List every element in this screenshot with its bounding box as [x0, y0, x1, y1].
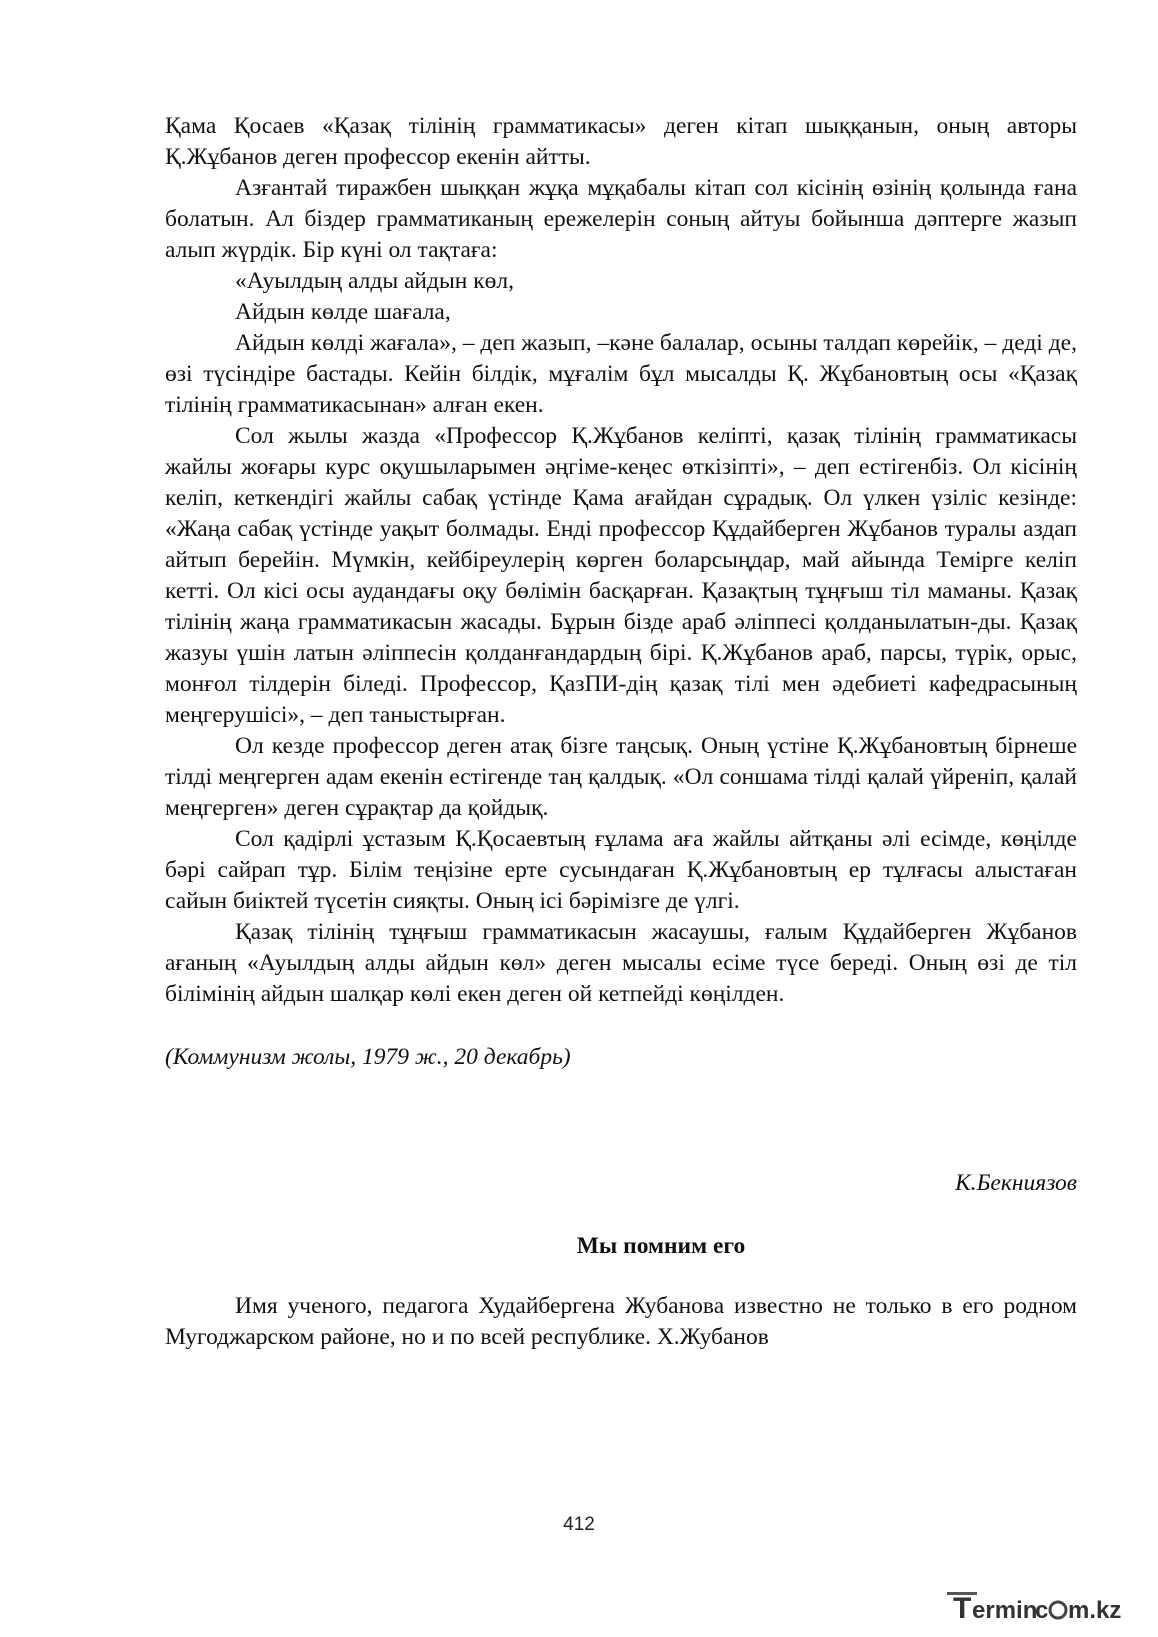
paragraph-8: Имя ученого, педагога Худайбергена Жубанова известно не только в его родном Мугоджарском районе, но и по всей республике. Х.Жубанов [165, 1293, 1077, 1350]
logo-t-letter: T [953, 1592, 972, 1625]
logo-text-middle: ermin [972, 1597, 1038, 1624]
paragraph-2: Азғантай тиражбен шыққан жұқа мұқабалы кітап сол кісінің өзінің қолында ғана болатын. Ал біздер грамматиканың ережелерін соның айтуы бойынша дәптерге жазып алып жүрдік. Бір күні ол тақтаға: [165, 175, 1077, 263]
verse-line-2: Айдын көлде шағала, [235, 299, 451, 325]
paragraph-1: Қама Қосаев «Қазақ тілінің грамматикасы» деген кітап шыққанын, оның авторы Қ.Жұбанов деген профессор екенін айтты. [165, 113, 1077, 170]
page-number: 412 [563, 1514, 595, 1535]
source-citation: (Коммунизм жолы, 1979 ж., 20 декабрь) [165, 1044, 571, 1070]
author-name: К.Бекниязов [955, 1170, 1077, 1196]
paragraph-3: Айдын көлді жағала», – деп жазып, –кәне балалар, осыны талдап көрейік, – деді де, өзі түсіндіре бастады. Кейін білдік, мұғалім бұл мысалды Қ. Жұбановтың осы «Қазақ тілінің грамматикасынан» алған екен. [165, 330, 1077, 418]
logo-circle-icon [1050, 1602, 1066, 1618]
paragraph-7: Қазақ тілінің тұңғыш грамматикасын жасаушы, ғалым Құдайберген Жұбанов ағаның «Ауылдың алды айдын көл» деген мысалы есіме түсе береді. Оның өзі де тіл білімінің айдын шалқар көлі екен деген ой кетпейді көңілден. [165, 919, 1077, 1007]
logo-text-c: c [1035, 1597, 1049, 1624]
verse-line-1: «Ауылдың алды айдын көл, [235, 268, 514, 294]
paragraph-6: Сол қадірлі ұстазым Қ.Қосаевтың ғұлама аға жайлы айтқаны әлі есімде, көңілде бәрі сайрап тұр. Білім теңізіне ерте сусындаған Қ.Жұбановтың ер тұлғасы алыстаған сайын биіктей түсетін сияқты. Оның ісі бәрімізге де үлгі. [165, 826, 1077, 914]
termincom-logo[interactable] [945, 1578, 1145, 1628]
paragraph-5: Ол кезде профессор деген атақ бізге таңсық. Оның үстіне Қ.Жұбановтың бірнеше тілді меңгерген адам екенін естігенде таң қалдық. «Ол соншама тілді қалай үйреніп, қалай меңгерген» деген сұрақтар да қойдық. [165, 733, 1077, 821]
logo-text-end: m.kz [1068, 1597, 1122, 1624]
document-page [165, 111, 1077, 1353]
section-heading: Мы помним его [576, 1233, 746, 1259]
paragraph-4: Сол жылы жазда «Профессор Қ.Жұбанов келіпті, қазақ тілінің грамматикасы жайлы жоғары курс оқушыларымен әңгіме-кеңес өткізіпті», – деп естігенбіз. Ол кісінің келіп, кеткендігі жайлы сабақ үстінде Қама ағайдан сұрадық. Ол үлкен үзіліс кезінде: «Жаңа сабақ үстінде уақыт болмады. Енді профессор Құдайберген Жұбанов туралы аздап айтып берейін. Мүмкін, кейбіреулерің көрген боларсыңдар, май айында Теміргe келіп кетті. Ол кісі осы аудандағы оқу бөлімін басқарған. Қазақтың тұңғыш тіл маманы. Қазақ тілінің жаңа грамматикасын жасады. Бұрын бізде араб әліппесі қолданылатын-ды. Қазақ жазуы үшін латын әліппесін қолданғандардың бірі. Қ.Жұбанов араб, парсы, түрік, орыс, монғол тілдерін біледі. Профессор, ҚазПИ-дің қазақ тілі мен әдебиеті кафедрасының меңгерушісі», – деп таныстырған. [165, 423, 1077, 728]
